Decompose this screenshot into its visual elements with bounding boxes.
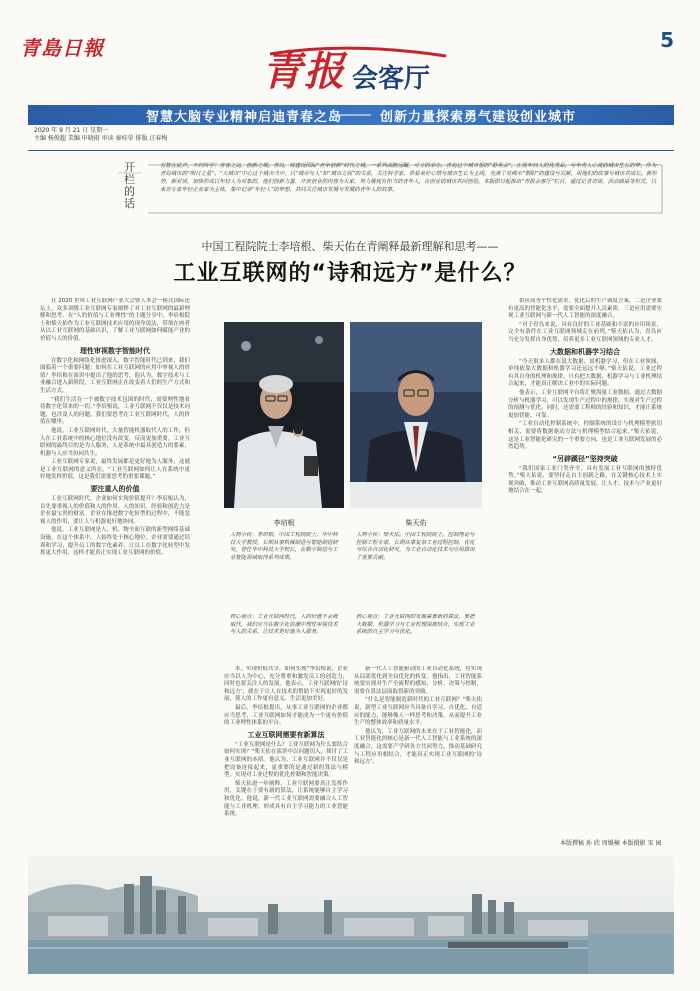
photo-li-peigen: [224, 322, 344, 508]
caption-quote-li: 核心观点：工业互联网时代，人的价值不会被取代，我们应当在数字化浪潮中理性审视技术与人的关系，让技术更好地为人服务。: [230, 614, 338, 636]
banner-separator: [333, 109, 373, 121]
paragraph: 他说，工业互联网是人、机、物全面互联的新型网络基础设施，在这个体系中，人始终处于核心地位。企业需要通过培训和学习，提升员工的数字化素养，让员工在数字化转型中发挥更大作用，这样才能真正实现工业互联网的价值。: [40, 527, 190, 557]
editor-note-label: 开栏的话: [124, 161, 135, 210]
page-number: 5: [660, 28, 674, 52]
subhead: “另辟蹊径”坚持突破: [552, 454, 618, 463]
paragraph: 新一代人工智能驱动的工业自动化系统，将实现从局部优化到全局优化的转变。他指出，工业智能系统要实现对生产全流程的感知、分析、决策与控制，需要在算法层面取得新的突破。: [354, 666, 482, 695]
paragraph: 供应商等个性化需求，优化后的生产调度方案，二是企业要有更高的智能化水平，需要全面提升人员素质。三是应用需要实现工业互联网与新一代人工智能的深度融合。: [508, 298, 662, 320]
caption-profile-li: 人物小传：李培根，中国工程院院士，华中科技大学教授，长期从事机械制造与智能制造研究，曾任华中科技大学校长，在数字制造与工业智能领域取得系列成果。: [230, 532, 338, 561]
subhead: 工业互联网需要有新算法: [247, 730, 325, 739]
issue-staff: 主编 杨俊超 美编 申晓雨 审读 秦桂荣 排版 汪春梅: [34, 135, 168, 142]
paragraph: 柴天佑进一步阐释，工业互联网要真正发挥作用，关键在于要有新的算法，让系统能够自主学习和优化。他说，新一代工业互联网需要融合人工智能与工业机理，形成具有自主学习能力的工业智能系统。: [224, 780, 348, 818]
subhead: 要注重人的价值: [90, 485, 140, 494]
section-title: 会客厅: [352, 64, 431, 94]
editor-note-text: 有智在此声，不归所学！青春之岛，创新之城。青岛，将建设国际“青年创新”时代之城。一系列高瞻远瞩，可分的举办。青岛这个城市里的“群英会”。正视年轻人的优秀品，与年青人心流的城市生长的梦。作为青岛城市的“明日之星”。“大城市”中心这个城市当中，以“城市与人”和“城市之间”的关系，关注科学家，带着美好心情与城市生长为主线，充满了对城市“朝阳”的建设与贡献，用他们的故事与城市共成长。新形势，新对话，加快形成以年轻人为对象的，他们创新力量、开放创业的内容为大家，努力展现有担当的青年人，在创业的城市共同创造。本版即日起推出“青报会客厅”栏目，通过记者访谈、活动圆桌等形式，以来访专家年轻企业家为主体，集中记录“年轻人”的梦想，共同关注城市发展与发展的青年人的故事。: [160, 163, 657, 193]
subhead: 理性审视数字智能时代: [80, 346, 150, 355]
caption-profile-chai: 人物小传：柴天佑，中国工程院院士，控制理论与控制工程专家，长期从事复杂工业过程控制、优化与综合自动化研究，为工业自动化技术与应用做出了重要贡献。: [356, 532, 475, 561]
paragraph: “工业互联网是什么？工业互联网为什么要结合如何实现？”柴天佑在演讲中以问题切入，探讨了工业互联网的本质。他认为，工业互联网并不仅仅是把设备连接起来，更重要的是通过新的算法与模型，实现对工业过程的优化控制和智能决策。: [224, 741, 348, 779]
skyline-illustration: [28, 856, 674, 974]
paragraph: “什么是智能制造新时代的工业互联网？”柴天佑说，新型工业互联网应当具备自学习、自优化、自适应的能力，能够像人一样思考和决策，从而提升工业生产的整体效率和质量水平。: [354, 697, 482, 727]
header-divider: [28, 150, 674, 151]
paragraph: 最后，李培根提出，从事工业互联网的企业都应当思考，工业互联网如何才能成为一个更有价值的工业理性体系的平台。: [224, 704, 348, 727]
paragraph: “对于青岛来说，具有良好的工业基础和丰富的应用场景，完全有条件在工业互联网领域走在前列。”柴天佑认为，青岛应当充分发挥自身优势，培养更多工业互联网领域的专业人才。: [508, 321, 662, 343]
banner-left-text: 智慧大脑专业精神启迪青春之岛: [146, 110, 343, 125]
article-column-3: [354, 666, 482, 844]
issue-date: 2020 年 9 月 21 日 星期一: [34, 127, 109, 134]
paragraph: 在数字化和网络化推进深入，数字智能时代已到来，我们面临着一个重要问题：如何在工业互联网的应用中审视人的价值？李培根在演讲中提出了他的思考。他认为，数字技术与工业融合进入新阶段，工业互联网正在改变着人们的生产方式和生活方式。: [40, 357, 190, 394]
caption-name-li: 李培根: [273, 519, 295, 527]
portrait-li-peigen: [224, 322, 344, 508]
caption-quote-chai: 核心观点：工业互联网的发展需要新的算法，要把大数据、机器学习与工业机理深度结合，实现工业系统的自主学习与优化。: [356, 614, 475, 636]
newspaper-logo: 青島日報: [20, 36, 104, 60]
banner-right-text: 创新力量探索勇气建设创业城市: [380, 110, 577, 125]
paragraph: 在 2020 世界工业互联网产业大会暨人本会一模式国际论坛上，众多顶级工业互联网专家阐释了对工业互联网的最新理解和思考。在“人的价值与工业理性”的主题分享中，李培根院士和柴天佑作为工业互联网技术应用的现身说法，带领在座者从以工业互联网的基础认识，了解工业互联网如何赋能产业的价值与人的价值。: [40, 298, 190, 342]
city-skyline-image: [28, 856, 674, 974]
article-headline: 工业互联网的“诗和远方”是什么？: [173, 261, 527, 286]
paragraph: “我们生活在一个被数字技术包围的时代，需要理性地看待数字化带来的一切。”李培根说，工业互联网不仅仅是技术问题，也涉及人的问题。我们要思考在工业互联网时代，人的价值在哪里。: [40, 396, 190, 426]
photo-chai-tianyou: [350, 322, 482, 508]
paragraph: “工业自动化控制系统中，控制系统的设计与机理模型密切相关，需要将数据驱动方法与机理模型结合起来。”柴天佑说，这是工业智能化研究的一个重要方向，也是工业互联网发展的必然趋势。: [508, 421, 662, 451]
subhead: 大数据和机器学习结合: [550, 347, 620, 356]
article-column-2: [224, 666, 348, 844]
paragraph: 他说，工业互联网时代，大量智能机器取代人的工作，但人在工业系统中的核心地位没有改变，反而更加重要。工业互联网的最终目的是为人服务，人是系统中最具创造力的要素，机器与人应当协同共生。: [40, 427, 190, 457]
paragraph: 他认为，工业互联网的未来在于工业智能化，而工业智能化的核心是新一代人工智能与工业系统的深度融合。这需要产学研各方共同努力，推动基础研究与工程应用相结合，才能真正实现工业互联网的‘诗和远方’。: [354, 728, 482, 766]
paragraph: “我们国家工业门类齐全，具有发展工业互联网的独特优势。”柴天佑说，要坚持走自主创新之路，在关键核心技术上实现突破，推动工业互联网高质量发展，让人才、技术与产业更好地结合在一起。: [508, 465, 662, 495]
paragraph: 本，实现价值共享。如何实现“李培根说，企业应当以人为中心，充分尊重和激发员工的创造力，同时也要关注人的发展。他表示，工业互联网的‘诗和远方’，就在于让人在技术的帮助下实现更好的发展，使人的工作更有意义、生活更加美好。: [224, 666, 348, 703]
paragraph: 工业互联网时代，企业如何实现价值提升？李培根认为，首先要重视人的价值和人的作用。人的知识、经验和创造力是企业最宝贵的财富。企业在推进数字化转型的过程中，不能忽视人的作用，要让人与机器更好地协同。: [40, 496, 190, 525]
slogan-banner: [28, 105, 674, 125]
article-column-1: [40, 298, 190, 843]
portrait-chai-tianyou: [350, 322, 482, 508]
article-deck: 中国工程院院士李培根、柴天佑在青阐释最新理解和思考——: [201, 240, 499, 253]
section-title-script: 青报: [262, 48, 346, 95]
issue-meta: [34, 127, 167, 143]
article-column-4: [508, 298, 662, 834]
paragraph: 工业互联网专家说，最终发展都是更好地为人服务，这就是工业互联网的意义所在。“工业互联网如何让人在系统中更好地发挥价值，这是我们需要思考的重要课题。”: [40, 459, 190, 481]
article-byline: 本版撰稿 孙 欣 周媛楠 本版摄影 宋 园: [560, 840, 662, 847]
paragraph: “今天很多人都在说大数据、说机器学习，但在工业领域，单纯依靠大数据和机器学习还远远不够。”柴天佑说，工业过程有其自身的机理和规律，只有把大数据、机器学习与工业机理结合起来，才能真正解决工业中的实际问题。: [508, 358, 662, 388]
paragraph: 他表示，工业互联网平台将汇聚海量工业数据，通过大数据分析与机器学习，可以发现生产过程中的规律，实现对生产过程的预测与优化。同时，还需要工程师的经验和知识，才能让系统更加智能、可靠。: [508, 389, 662, 419]
caption-name-chai: 柴天佑: [405, 519, 427, 527]
